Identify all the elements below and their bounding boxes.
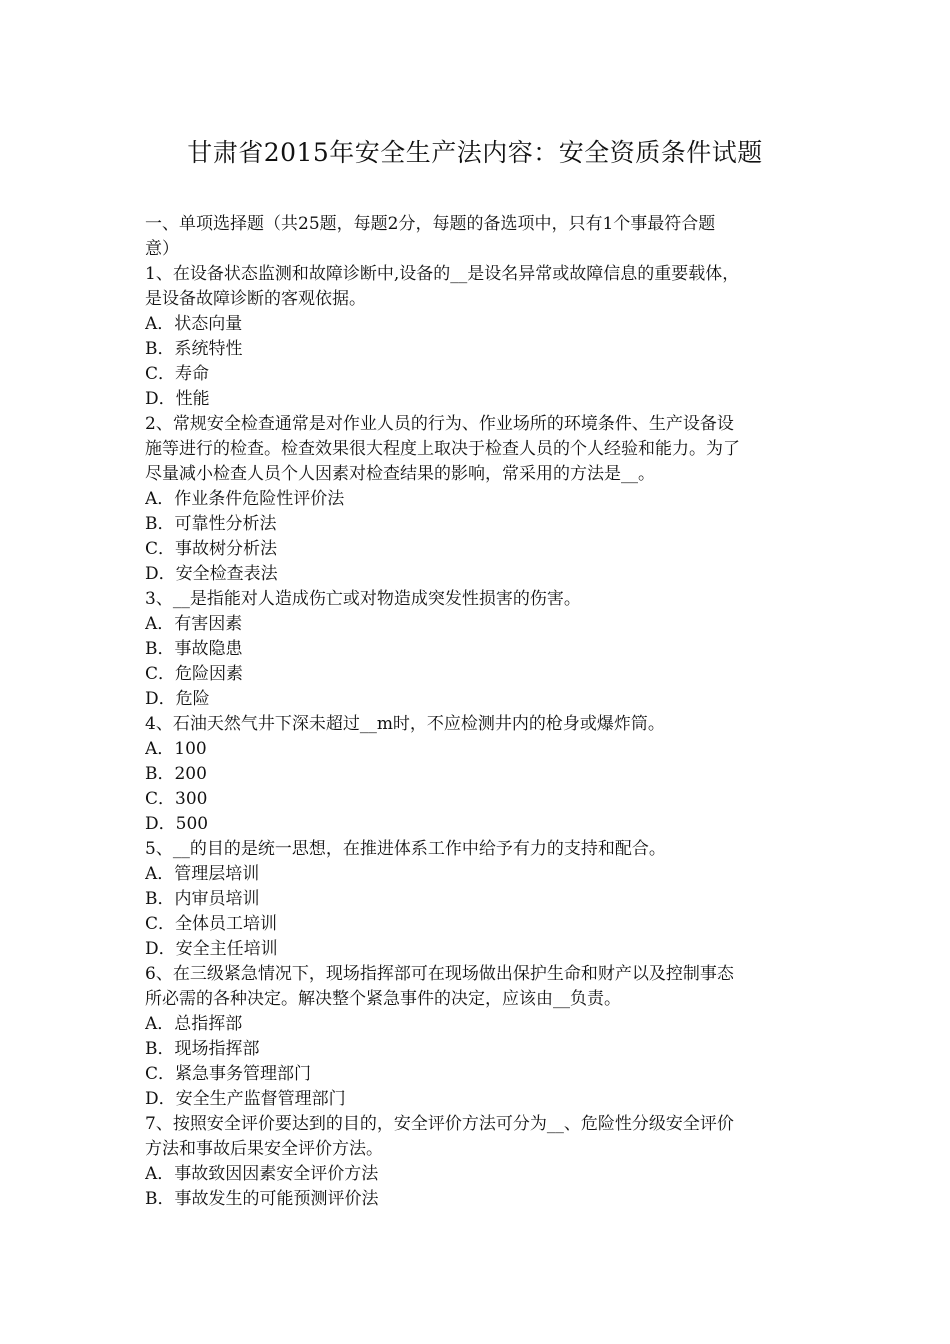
- section-heading: 一、单项选择题（共25题，每题2分，每题的备选项中，只有1个事最符合题: [145, 214, 716, 234]
- question-text: 7、按照安全评价要达到的目的，安全评价方法可分为__、危险性分级安全评价: [145, 1114, 734, 1134]
- question-text: 5、__的目的是统一思想，在推进体系工作中给予有力的支持和配合。: [145, 839, 666, 859]
- answer-option: C．危险因素: [145, 664, 244, 684]
- question-text: 4、石油天然气井下深未超过__m时，不应检测井内的枪身或爆炸筒。: [145, 714, 665, 734]
- answer-option: D．安全检查表法: [145, 564, 278, 584]
- question-text: 3、__是指能对人造成伤亡或对物造成突发性损害的伤害。: [145, 589, 581, 609]
- answer-option: B．事故隐患: [145, 639, 243, 659]
- body-line: 尽量减小检查人员个人因素对检查结果的影响，常采用的方法是__。: [145, 464, 655, 484]
- body-line: 意）: [145, 239, 179, 259]
- body-line: 所必需的各种决定。解决整个紧急事件的决定，应该由__负责。: [145, 989, 621, 1009]
- answer-option: B．内审员培训: [145, 889, 260, 909]
- document-body: [145, 212, 810, 1212]
- body-line: 方法和事故后果安全评价方法。: [145, 1139, 383, 1159]
- answer-option: D．500: [145, 814, 209, 834]
- answer-option: C．全体员工培训: [145, 914, 278, 934]
- document-title: 甘肃省2015年安全生产法内容：安全资质条件试题: [187, 138, 763, 167]
- answer-option: C．紧急事务管理部门: [145, 1064, 312, 1084]
- answer-option: C．寿命: [145, 364, 210, 384]
- answer-option: B．事故发生的可能预测评价法: [145, 1189, 379, 1209]
- answer-option: B．可靠性分析法: [145, 514, 277, 534]
- answer-option: A．有害因素: [145, 614, 243, 634]
- answer-option: A．状态向量: [145, 314, 243, 334]
- body-line: 施等进行的检查。检查效果很大程度上取决于检查人员的个人经验和能力。为了: [145, 439, 740, 459]
- answer-option: D．安全主任培训: [145, 939, 278, 959]
- answer-option: B．200: [145, 764, 207, 784]
- answer-option: A．管理层培训: [145, 864, 260, 884]
- answer-option: A．总指挥部: [145, 1014, 243, 1034]
- answer-option: B．系统特性: [145, 339, 243, 359]
- answer-option: C．300: [145, 789, 208, 809]
- answer-option: D．危险: [145, 689, 210, 709]
- answer-option: A．事故致因因素安全评价方法: [145, 1164, 379, 1184]
- answer-option: B．现场指挥部: [145, 1039, 260, 1059]
- answer-option: D．性能: [145, 389, 210, 409]
- answer-option: A．100: [145, 739, 207, 759]
- body-line: 是设备故障诊断的客观依据。: [145, 289, 366, 309]
- answer-option: A．作业条件危险性评价法: [145, 489, 345, 509]
- question-text: 6、在三级紧急情况下，现场指挥部可在现场做出保护生命和财产以及控制事态: [145, 964, 734, 984]
- question-text: 1、在设备状态监测和故障诊断中,设备的__是设名异常或故障信息的重要载体，: [145, 264, 740, 284]
- answer-option: D．安全生产监督管理部门: [145, 1089, 346, 1109]
- answer-option: C．事故树分析法: [145, 539, 278, 559]
- question-text: 2、常规安全检查通常是对作业人员的行为、作业场所的环境条件、生产设备设: [145, 414, 734, 434]
